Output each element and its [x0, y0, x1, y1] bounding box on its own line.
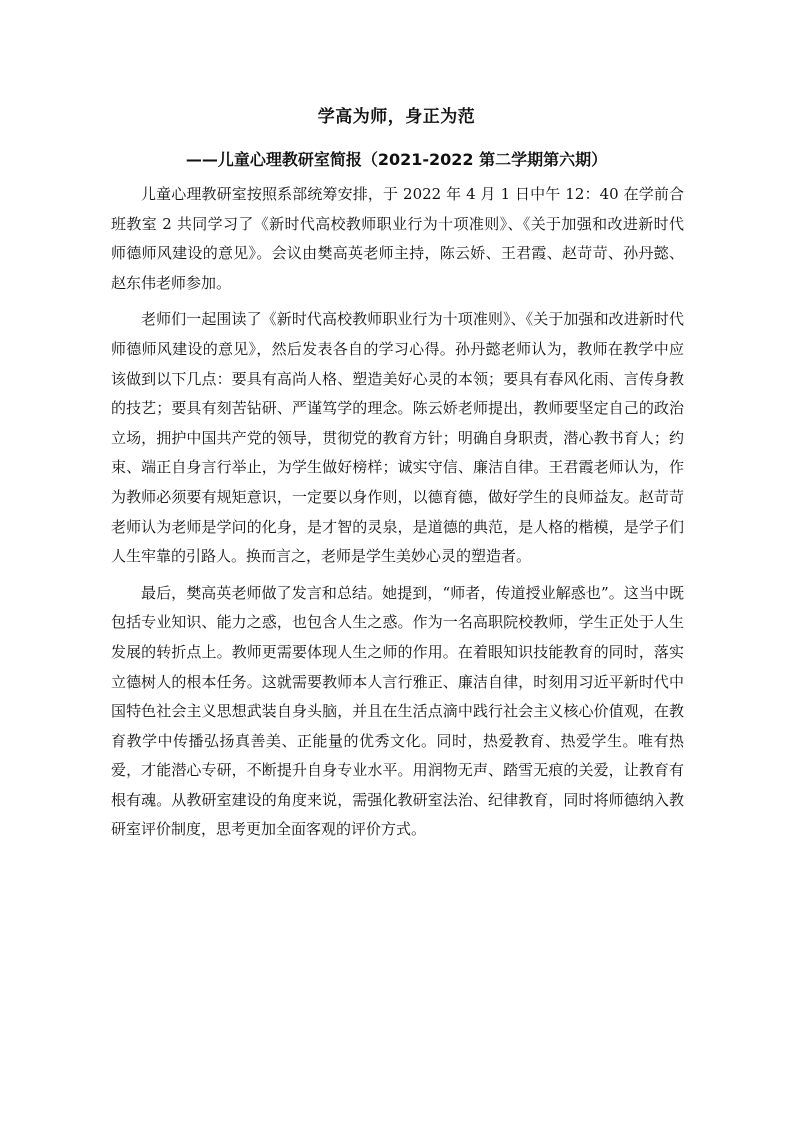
- paragraph-study-reflections: 老师们一起围读了《新时代高校教师职业行为十项准则》、《关于加强和改进新时代师德师风建设的意见》，然后发表各自的学习心得。孙丹懿老师认为，教师在教学中应该做到以下几点：要具有高尚人格、塑造美好心灵的本领；要具有春风化雨、言传身教的技艺；要具有刻苦钻研、严谨笃学的理念。陈云娇老师提出，教师要坚定自己的政治立场，拥护中国共产党的领导，贯彻党的教育方针；明确自身职责，潜心教书育人；约束、端正自身言行举止，为学生做好榜样；诚实守信、廉洁自律。王君霞老师认为，作为教师必须要有规矩意识，一定要以身作则，以德育德，做好学生的良师益友。赵苛苛老师认为老师是学问的化身，是才智的灵泉，是道德的典范，是人格的楷模，是学子们人生牢靠的引路人。换而言之，老师是学生美妙心灵的塑造者。: [111, 310, 684, 566]
- paragraph-summary: 最后，樊高英老师做了发言和总结。她提到，“师者，传道授业解惑也”。这当中既包括专业知识、能力之惑，也包含人生之惑。作为一名高职院校教师，学生正处于人生发展的转折点上。教师更需要体现人生之师的作用。在着眼知识技能教育的同时，落实立德树人的根本任务。这就需要教师本人言行雅正、廉洁自律，时刻用习近平新时代中国特色社会主义思想武装自身头脑，并且在生活点滴中践行社会主义核心价值观，在教育教学中传播弘扬真善美、正能量的优秀文化。同时，热爱教育、热爱学生。唯有热爱，才能潜心专研，不断提升自身专业水平。用润物无声、踏雪无痕的关爱，让教育有根有魂。从教研室建设的角度来说，需强化教研室法治、纪律教育，同时将师德纳入教研室评价制度，思考更加全面客观的评价方式。: [111, 583, 684, 839]
- document-subtitle: ——儿童心理教研室简报（2021-2022 第二学期第六期）: [185, 150, 608, 169]
- paragraph-meeting-info: 儿童心理教研室按照系部统筹安排，于 2022 年 4 月 1 日中午 12：40 在学前合班教室 2 共同学习了《新时代高校教师职业行为十项准则》、《关于加强和改进新时代师德师风建设的意见》。会议由樊高英老师主持，陈云娇、王君霞、赵苛苛、孙丹懿、赵东伟老师参加。: [111, 185, 684, 292]
- document-title: 学高为师，身正为范: [317, 107, 476, 127]
- document-body: [111, 180, 684, 852]
